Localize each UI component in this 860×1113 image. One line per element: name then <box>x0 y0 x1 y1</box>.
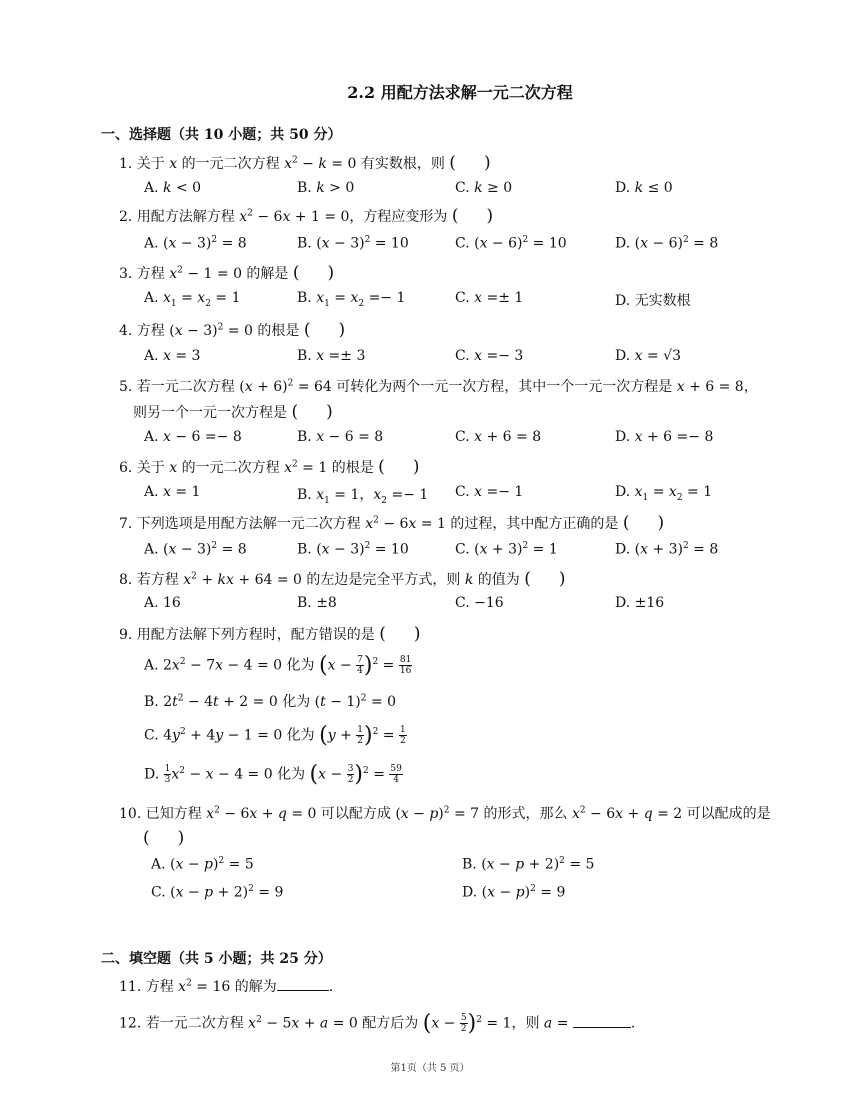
question-6-option-d[interactable]: D. $x_1 = x_2 = 1$ <box>615 484 713 503</box>
question-5-option-d[interactable]: D. x + 6 =− 8 <box>615 429 714 445</box>
section-heading-fill-blank: 二、填空题（共 5 小题；共 25 分） <box>101 951 332 967</box>
question-3-stem: 3. 方程 $x^2 - 1 = 0$ 的解是 ( ) <box>119 263 335 283</box>
question-8-option-a[interactable]: A. 16 <box>144 595 181 611</box>
question-10-option-d[interactable]: D. $(x - p)^2 = 9$ <box>462 884 566 901</box>
question-9-stem: 9. 用配方法解下列方程时，配方错误的是 ( ) <box>119 624 421 644</box>
question-4-option-a[interactable]: A. x = 3 <box>144 348 201 364</box>
question-8-stem: 8. 若方程 $x^2$ + kx + 64 = 0 的左边是完全平方式，则 k 的值为 ( ) <box>119 569 566 589</box>
question-10-option-c[interactable]: C. $(x - p + 2)^2 = 9$ <box>151 884 284 901</box>
question-2-stem: 2. 用配方法解方程 $x^2 - 6x + 1 = 0$，方程应变形为 ( ) <box>119 206 494 226</box>
question-8-option-d[interactable]: D. ±16 <box>615 595 665 611</box>
question-3-option-d[interactable]: D. 无实数根 <box>615 293 691 309</box>
question-7-option-d[interactable]: D. $(x + 3)^2 = 8$ <box>615 541 719 558</box>
question-6-option-a[interactable]: A. x = 1 <box>144 484 201 500</box>
question-1-text: 1. 关于 x 的一元二次方程 $x^2 - k = 0$ 有实数根，则 ( ) <box>119 153 491 173</box>
question-1-option-a[interactable]: A. k < 0 <box>144 180 202 196</box>
question-4-stem: 4. 方程 $(x - 3)^2 = 0$ 的根是 ( ) <box>119 320 346 340</box>
question-4-option-d[interactable]: D. x = √3 <box>615 348 682 364</box>
page-footer: 第1页（共 5 页） <box>390 1063 470 1074</box>
question-5-stem: 5. 若一元二次方程 $(x + 6)^2 = 64$ 可转化为两个一元一次方程，其中一个一元一次方程是 x + 6 = 8， <box>119 378 758 395</box>
question-1-option-b[interactable]: B. k > 0 <box>297 180 355 196</box>
question-7-option-c[interactable]: C. $(x + 3)^2 = 1$ <box>455 541 558 558</box>
question-6-option-b[interactable]: B. $x_1 = 1$，$x_2 =- 1$ <box>297 487 429 506</box>
section-heading-choice: 一、选择题（共 10 小题；共 50 分） <box>101 127 342 143</box>
question-8-option-b[interactable]: B. ±8 <box>297 595 337 611</box>
question-5-option-a[interactable]: A. x − 6 =− 8 <box>144 429 242 445</box>
question-11-stem: 11. 方程 $x^2 = 16$ 的解为 . <box>119 978 334 995</box>
question-7-stem: 7. 下列选项是用配方法解一元二次方程 $x^2 - 6x = 1$ 的过程，其中配方正确的是 ( ) <box>119 513 665 533</box>
question-9-option-a[interactable]: A. $2x^2 - 7x - 4 = 0$ 化为 (x − $\frac{7}{4}$ )$^2$ = $\frac{81}{16}$ <box>144 653 412 678</box>
question-10-stem-continued: ( ) <box>143 828 185 848</box>
question-12-blank[interactable] <box>573 1015 631 1028</box>
question-3-option-a[interactable]: A. $x_1 = x_2 = 1$ <box>144 290 241 309</box>
question-2-option-d[interactable]: D. $(x - 6)^2 = 8$ <box>615 235 719 252</box>
question-5-option-c[interactable]: C. x + 6 = 8 <box>455 429 542 445</box>
question-9-option-d[interactable]: D. $\frac{1}{3}$ $x^2 - x - 4 = 0$ 化为 (x − $\frac{3}{2}$ )$^2$ = $\frac{59}{4}$ <box>144 762 402 787</box>
question-1-option-c[interactable]: C. k ≥ 0 <box>455 180 513 196</box>
question-2-option-a[interactable]: A. $(x - 3)^2 = 8$ <box>144 235 247 252</box>
question-8-option-c[interactable]: C. −16 <box>455 595 504 611</box>
question-6-option-c[interactable]: C. x =− 1 <box>455 484 524 500</box>
page-title: 2.2 用配方法求解一元二次方程 <box>347 83 573 102</box>
question-9-option-b[interactable]: B. $2t^2 - 4t + 2 = 0$ 化为 $(t - 1)^2 = 0$ <box>144 693 397 710</box>
question-7-option-b[interactable]: B. $(x - 3)^2 = 10$ <box>297 541 409 558</box>
question-10-option-b[interactable]: B. $(x - p + 2)^2 = 5$ <box>462 856 595 873</box>
question-1-option-d[interactable]: D. k ≤ 0 <box>615 180 673 196</box>
question-5-option-b[interactable]: B. x − 6 = 8 <box>297 429 384 445</box>
question-9-option-c[interactable]: C. $4y^2 + 4y - 1 = 0$ 化为 (y + $\frac{1}{2}$ )$^2$ = $\frac{1}{2}$ <box>144 723 406 748</box>
question-11-blank[interactable] <box>277 978 329 991</box>
question-6-stem: 6. 关于 x 的一元二次方程 $x^2 = 1$ 的根是 ( ) <box>119 457 420 477</box>
question-5-stem-continued: 则另一个一元一次方程是 ( ) <box>133 402 333 422</box>
question-7-option-a[interactable]: A. $(x - 3)^2 = 8$ <box>144 541 247 558</box>
question-4-option-c[interactable]: C. x =− 3 <box>455 348 524 364</box>
question-1-stem <box>119 153 491 173</box>
question-2-option-b[interactable]: B. $(x - 3)^2 = 10$ <box>297 235 409 252</box>
question-3-option-c[interactable]: C. x =± 1 <box>455 290 524 306</box>
question-12-stem: 12. 若一元二次方程 $x^2 - 5x + a = 0$ 配方后为 (x − $\frac{5}{2}$ )$^2$ = 1，则 a = . <box>119 1011 636 1036</box>
question-3-option-b[interactable]: B. $x_1 = x_2 =- 1$ <box>297 290 406 309</box>
question-10-option-a[interactable]: A. $(x - p)^2 = 5$ <box>151 856 254 873</box>
question-10-stem: 10. 已知方程 $x^2 - 6x + q = 0$ 可以配方成 $(x - p)^2 = 7$ 的形式，那么 $x^2 - 6x + q = 2$ 可以配成的是 <box>119 805 771 822</box>
question-4-option-b[interactable]: B. x =± 3 <box>297 348 366 364</box>
question-2-option-c[interactable]: C. $(x - 6)^2 = 10$ <box>455 235 567 252</box>
